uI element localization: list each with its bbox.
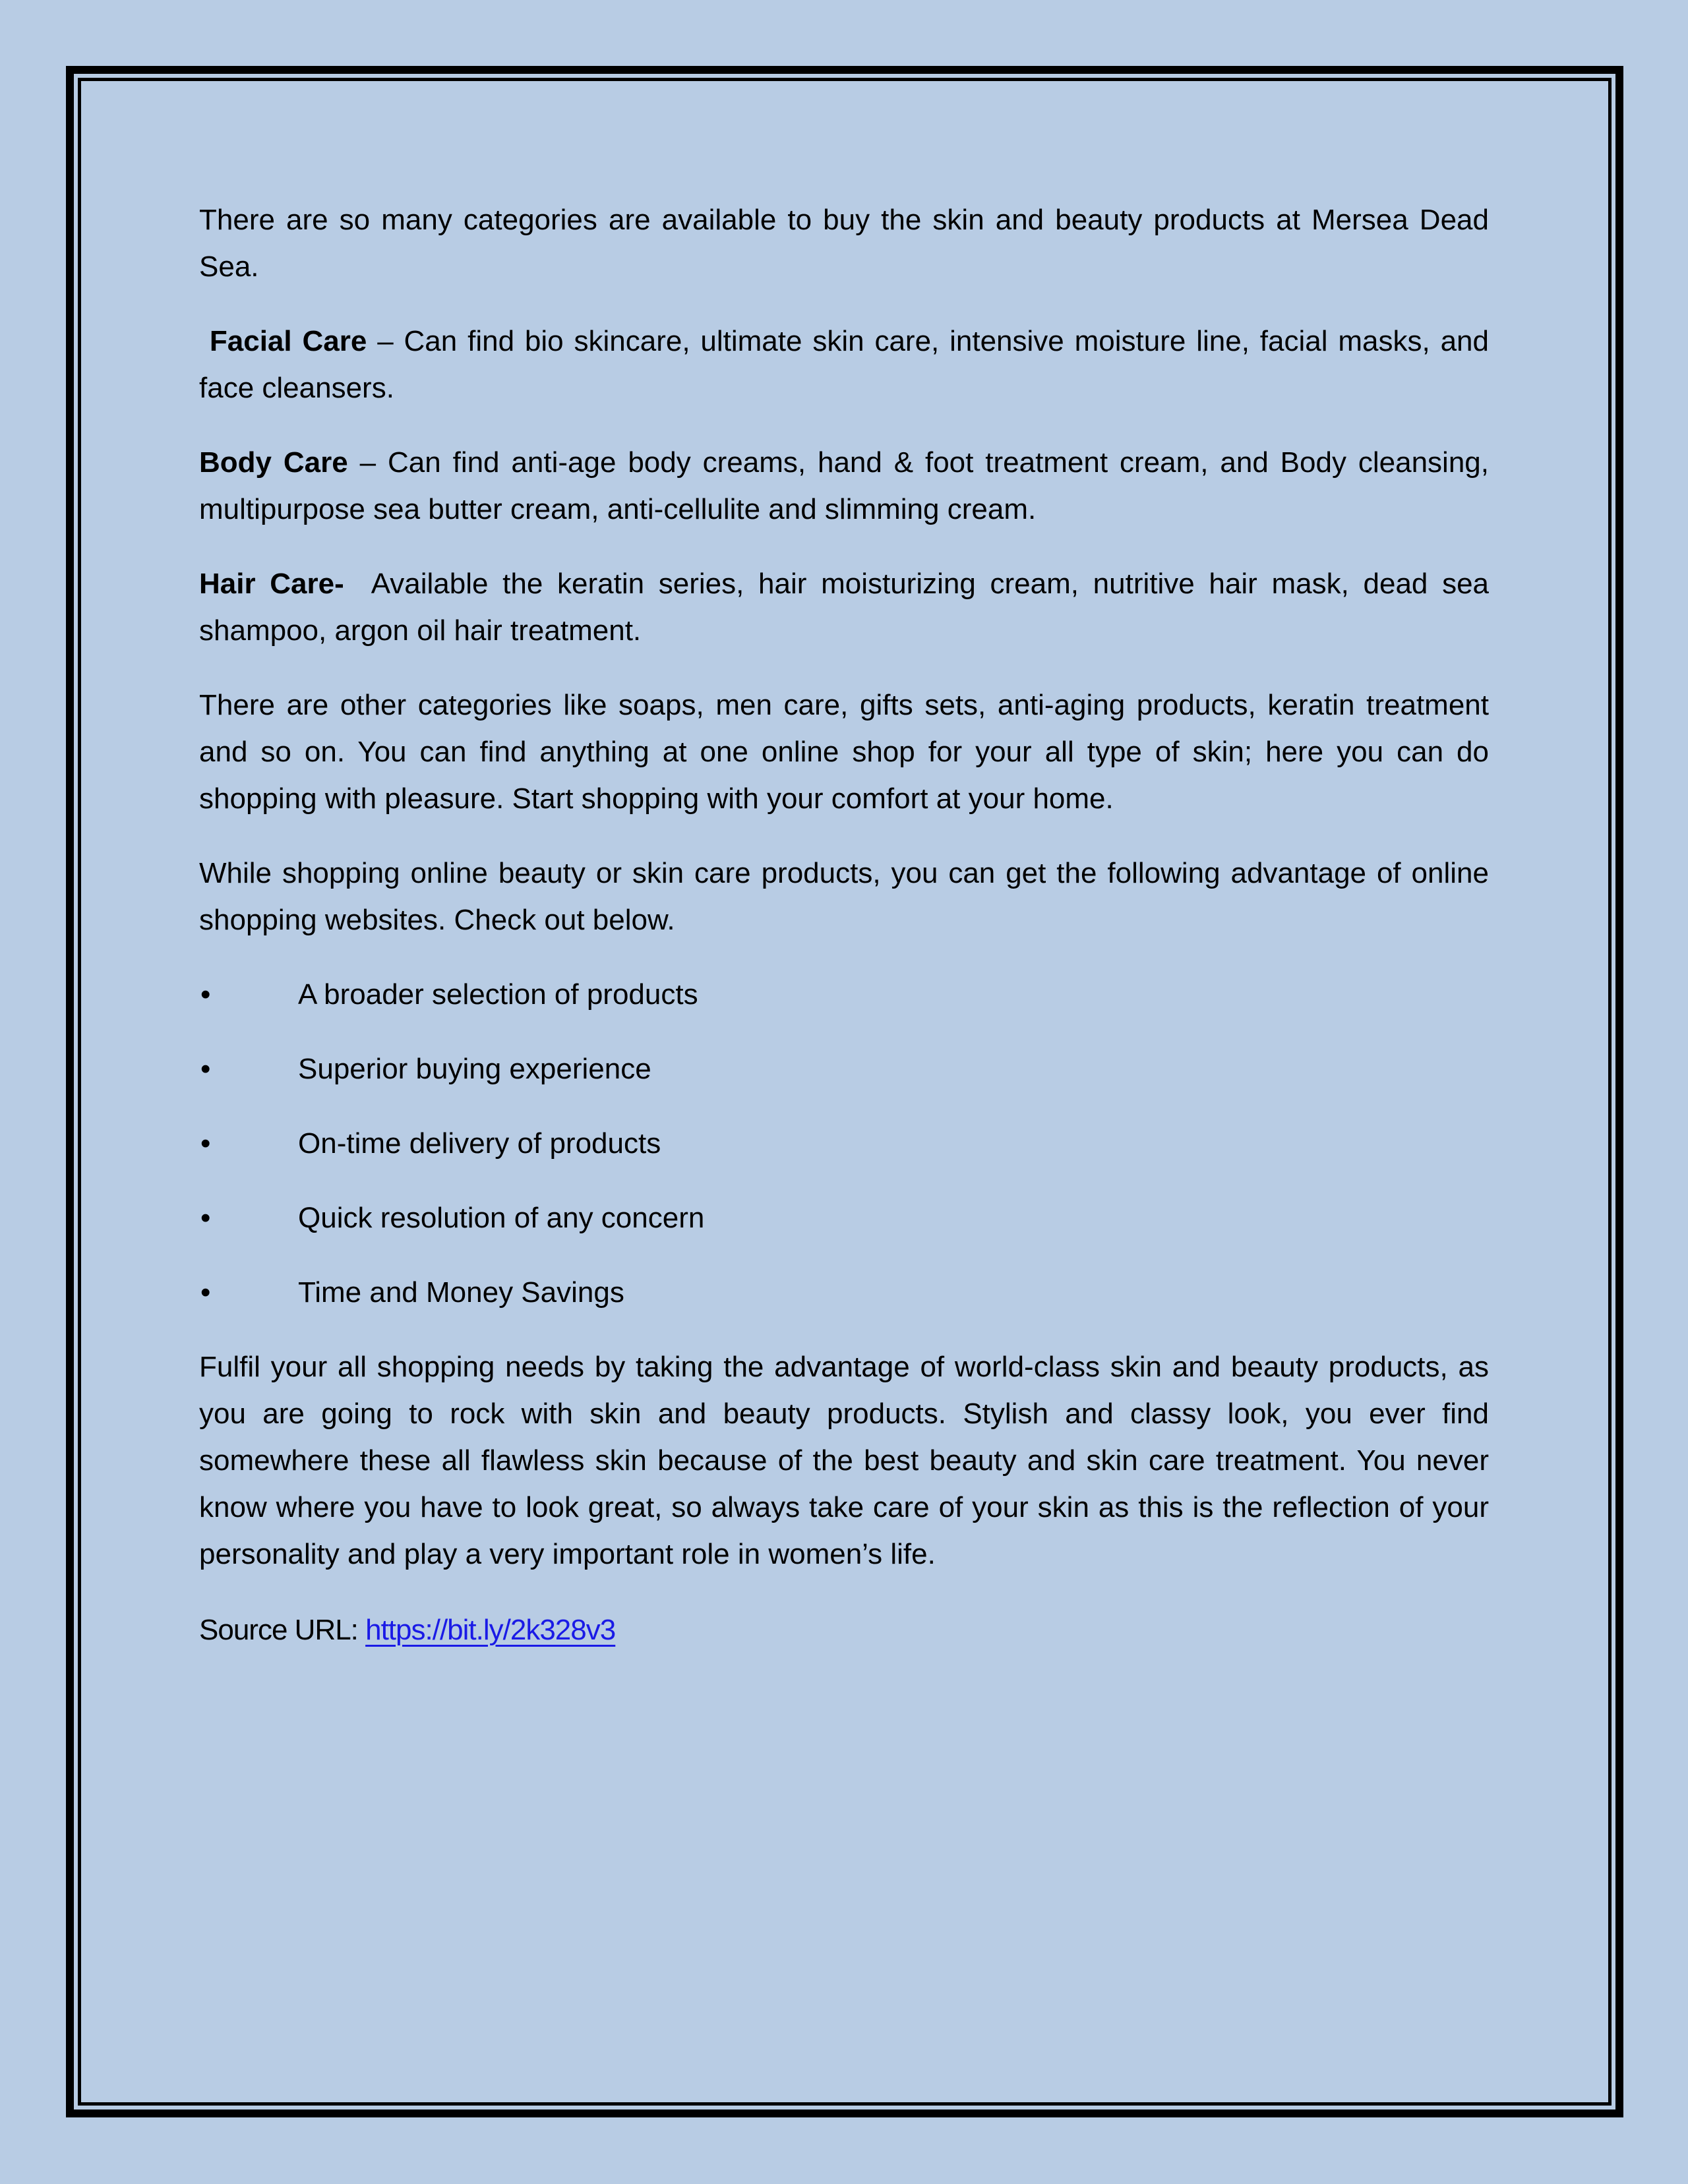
- hair-care-heading: Hair Care-: [199, 568, 344, 600]
- list-item-text: Quick resolution of any concern: [298, 1202, 705, 1234]
- bullet-icon: •: [200, 1276, 211, 1309]
- document-body: [199, 196, 1497, 1679]
- body-care-paragraph: [199, 439, 1489, 533]
- facial-care-paragraph: [199, 318, 1489, 411]
- list-item: [199, 1269, 1489, 1316]
- hair-care-paragraph: [199, 560, 1497, 654]
- bullet-icon: •: [200, 978, 211, 1011]
- bullet-icon: •: [200, 1202, 211, 1234]
- other-categories-paragraph: There are other categories like soaps, men care, gifts sets, anti-aging products, keratin treatment and so on. You can find anything at one online shop for your all type of skin; here you can do shopping with pleasure. Start shopping with your comfort at your home.: [199, 689, 1489, 815]
- facial-care-heading: Facial Care: [209, 325, 367, 357]
- list-item-text: Superior buying experience: [298, 1053, 651, 1085]
- list-item: [199, 1120, 1489, 1167]
- facial-care-text: – Can find bio skincare, ultimate skin care, intensive moisture line, facial masks, and face cleansers.: [199, 325, 1489, 404]
- intro-paragraph: There are so many categories are available to buy the skin and beauty products at Mersea Dead Sea.: [199, 204, 1489, 283]
- source-label: Source URL:: [199, 1614, 366, 1646]
- body-care-heading: Body Care: [199, 446, 348, 479]
- advantages-list: [199, 971, 1489, 1316]
- advantages-intro-paragraph: While shopping online beauty or skin care products, you can get the following advantage of online shopping websites. Check out below.: [199, 857, 1489, 936]
- conclusion-paragraph: Fulfil your all shopping needs by taking the advantage of world-class skin and beauty products, as you are going to rock with skin and beauty products. Stylish and classy look, you ever find somewhere these all flawless skin because of the best beauty and skin care treatment. You never know where you have to look great, so always take care of your skin as this is the reflection of your personality and play a very important role in women’s life.: [199, 1351, 1489, 1570]
- body-care-text: – Can find anti-age body creams, hand & foot treatment cream, and Body cleansing, multipurpose sea butter cream, anti-cellulite and slimming cream.: [199, 446, 1489, 525]
- list-item-text: A broader selection of products: [298, 978, 698, 1011]
- bullet-icon: •: [200, 1127, 211, 1160]
- source-line: [199, 1610, 1489, 1650]
- bullet-icon: •: [200, 1053, 211, 1085]
- list-item: [199, 1046, 1489, 1092]
- hair-care-text: Available the keratin series, hair moisturizing cream, nutritive hair mask, dead sea shampoo, argon oil hair treatment.: [199, 568, 1497, 647]
- source-link[interactable]: https://bit.ly/2k328v3: [365, 1614, 616, 1646]
- list-item-text: On-time delivery of products: [298, 1127, 661, 1160]
- list-item: [199, 1195, 1489, 1241]
- list-item: [199, 971, 1489, 1018]
- list-item-text: Time and Money Savings: [298, 1276, 624, 1309]
